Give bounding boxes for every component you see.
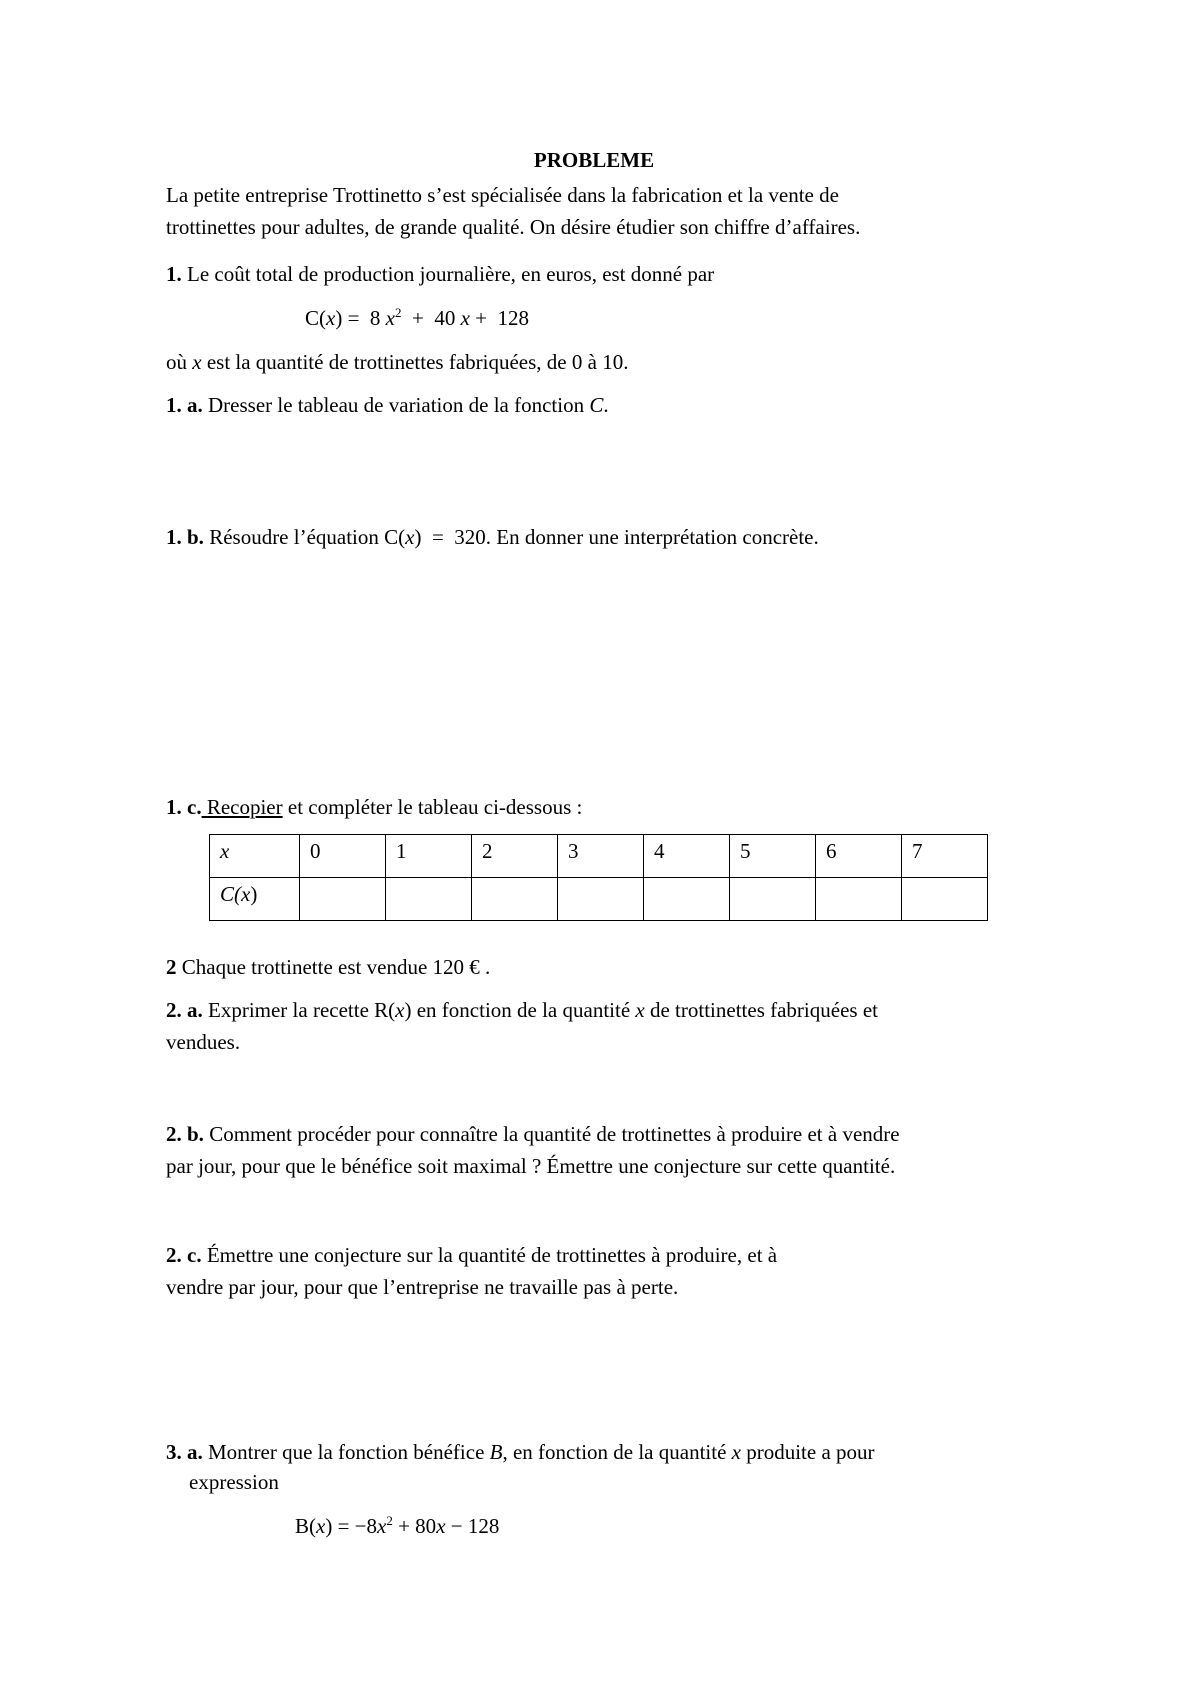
- table-cell-empty: [644, 878, 730, 921]
- question-number: 2. a.: [166, 998, 203, 1022]
- question-2b: 2. b. Comment procéder pour connaître la quantité de trottinettes à produire et à vendre: [166, 1122, 900, 1146]
- question-number: 2: [166, 955, 177, 979]
- table-cell-empty: [472, 878, 558, 921]
- table-row-cx: [210, 878, 988, 921]
- cost-formula: C(x) = 8 $x^2 + 40$ x + 128: [305, 305, 530, 330]
- table-cell-empty: [730, 878, 816, 921]
- question-3a-line-2: expression: [189, 1470, 279, 1494]
- table-cell: 2: [472, 835, 558, 878]
- question-1b: 1. b. Résoudre l’équation C(x) = 320. En donner une interprétation concrète.: [166, 525, 819, 549]
- table-cell-empty: [558, 878, 644, 921]
- question-1c: 1. c. Recopier et compléter le tableau ci-dessous :: [166, 795, 583, 819]
- table-cell: 1: [386, 835, 472, 878]
- profit-formula: $B(x) = -8x^2 + 80x - 128$: [295, 1513, 500, 1538]
- recopier-text: Recopier: [201, 795, 283, 819]
- intro-line-1: La petite entreprise Trottinetto s’est spécialisée dans la fabrication et la vente de: [166, 183, 839, 207]
- question-2c: 2. c. Émettre une conjecture sur la quantité de trottinettes à produire, et à: [166, 1243, 778, 1267]
- intro-line-2: trottinettes pour adultes, de grande qualité. On désire étudier son chiffre d’affaires.: [166, 215, 861, 239]
- table-row-x: [210, 835, 988, 878]
- question-number: 3. a.: [166, 1440, 203, 1464]
- question-number: 1.: [166, 262, 182, 286]
- table-cell: 7: [902, 835, 988, 878]
- question-1: [166, 262, 714, 287]
- question-number: 1. a.: [166, 393, 203, 417]
- table-row-label: x: [210, 835, 300, 878]
- question-2c-line-2: vendre par jour, pour que l’entreprise ne travaille pas à perte.: [166, 1275, 679, 1299]
- table-cell-empty: [300, 878, 386, 921]
- question-number: 1. c.: [166, 795, 202, 819]
- domain-statement: où x est la quantité de trottinettes fabriquées, de 0 à 10.: [166, 350, 629, 374]
- table-cell-empty: [902, 878, 988, 921]
- question-number: 2. c.: [166, 1243, 202, 1267]
- question-text: Le coût total de production journalière, en euros, est donné par: [181, 262, 715, 286]
- question-number: 2. b.: [166, 1122, 204, 1146]
- page-title: PROBLEME: [533, 148, 655, 172]
- question-2a-line-2: vendues.: [166, 1030, 241, 1054]
- table-cell: 3: [558, 835, 644, 878]
- question-number: 1. b.: [166, 525, 204, 549]
- table-cell: 6: [816, 835, 902, 878]
- question-1a: 1. a. Dresser le tableau de variation de la fonction C.: [166, 393, 609, 417]
- question-3a: 3. a. Montrer que la fonction bénéfice B, en fonction de la quantité x produite a pour: [166, 1440, 875, 1464]
- question-2a: 2. a. Exprimer la recette R(x) en fonction de la quantité x de trottinettes fabriquées et: [166, 998, 878, 1022]
- values-table: [209, 834, 988, 921]
- table-cell-empty: [386, 878, 472, 921]
- table-cell: 5: [730, 835, 816, 878]
- question-2b-line-2: par jour, pour que le bénéfice soit maximal ? Émettre une conjecture sur cette quantité.: [166, 1154, 896, 1178]
- table-cell: 0: [300, 835, 386, 878]
- question-2: 2 Chaque trottinette est vendue 120 € .: [166, 955, 491, 979]
- table-row-label: C(x): [210, 878, 300, 921]
- table-cell-empty: [816, 878, 902, 921]
- table-cell: 4: [644, 835, 730, 878]
